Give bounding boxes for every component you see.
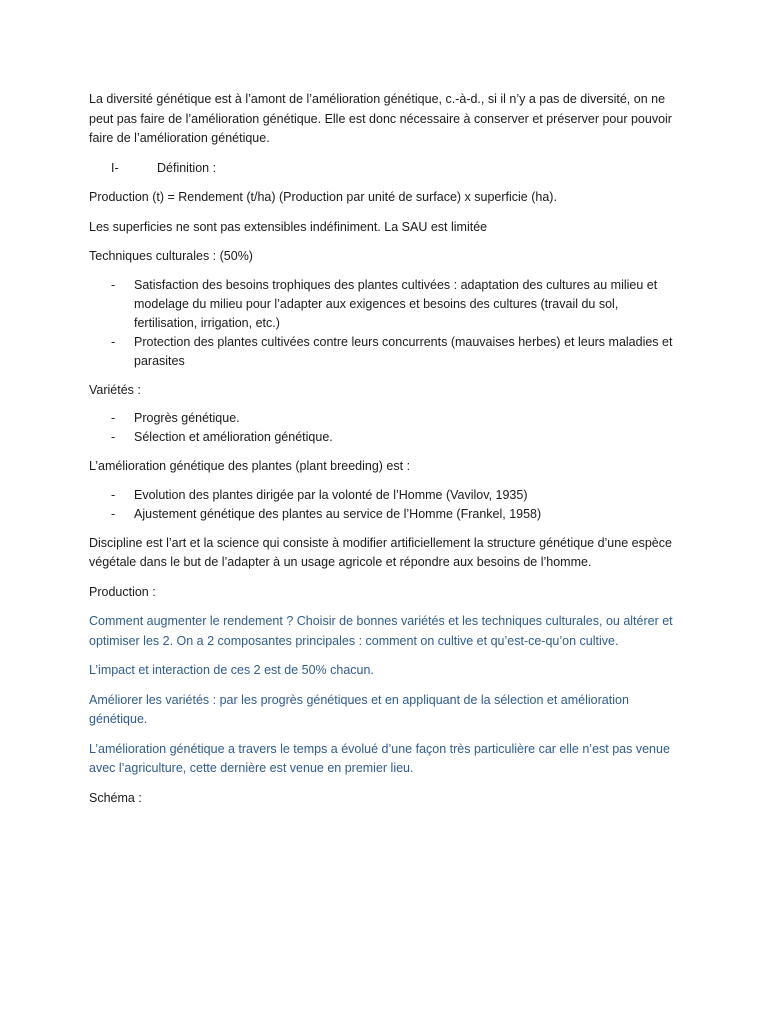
section-number: I- xyxy=(111,160,119,175)
section-heading xyxy=(89,159,681,179)
techniques-list xyxy=(89,276,681,371)
dash-bullet: - xyxy=(111,506,116,521)
dash-bullet: - xyxy=(111,277,116,292)
varietes-title: Variétés : xyxy=(89,382,141,397)
list-item xyxy=(89,428,681,447)
discipline-paragraph: Discipline est l’art et la science qui consiste à modifier artificiellement la structure génétique d’une espèce végétale dans le but de l’adapter à un usage agricole et répondre aux besoins de l’homme. xyxy=(89,535,672,569)
varietes-list xyxy=(89,409,681,447)
document-page xyxy=(89,90,681,808)
list-item-text: Sélection et amélioration génétique. xyxy=(134,430,333,444)
section-title: Définition : xyxy=(157,160,217,175)
note-paragraph: L’amélioration génétique a travers le temps a évolué d’une façon très particulière car elle n’est pas venue avec l’agriculture, cette dernière est venue en premier lieu. xyxy=(89,741,670,775)
techniques-title: Techniques culturales : (50%) xyxy=(89,249,253,263)
amelioration-list xyxy=(89,486,681,524)
list-item-text: Satisfaction des besoins trophiques des plantes cultivées : adaptation des cultures au milieu et modelage du milieu pour l’adapter aux exigences et besoins des cultures (travail du sol, fertilisation, irrigation, etc.) xyxy=(134,277,658,330)
list-item xyxy=(89,486,681,505)
note-paragraph: Améliorer les variétés : par les progrès génétiques et en appliquant de la sélection et amélioration génétique. xyxy=(89,692,629,726)
dash-bullet: - xyxy=(111,334,116,349)
list-item xyxy=(89,505,681,524)
list-item-text: Progrès génétique. xyxy=(134,411,240,425)
intro-paragraph: La diversité génétique est à l’amont de l’amélioration génétique, c.-à-d., si il n’y a pas de diversité, on ne peut pas faire de l’amélioration génétique. Elle est donc nécessaire à conserver et préserver pour pouvoir faire de l’amélioration génétique. xyxy=(89,92,672,145)
list-item-text: Ajustement génétique des plantes au service de l’Homme (Frankel, 1958) xyxy=(134,506,542,521)
list-item xyxy=(89,409,681,428)
dash-bullet: - xyxy=(111,411,116,425)
list-item-text: Evolution des plantes dirigée par la volonté de l’Homme (Vavilov, 1935) xyxy=(134,487,528,502)
list-item xyxy=(89,333,681,371)
dash-bullet: - xyxy=(111,487,116,502)
note-paragraph: Comment augmenter le rendement ? Choisir de bonnes variétés et les techniques culturales, ou altérer et optimiser les 2. On a 2 composantes principales : comment on cultive et qu’est-ce-qu’on cultive. xyxy=(89,614,673,648)
amelioration-title: L’amélioration génétique des plantes (plant breeding) est : xyxy=(89,459,411,473)
superficies-paragraph: Les superficies ne sont pas extensibles indéfiniment. La SAU est limitée xyxy=(89,219,488,234)
dash-bullet: - xyxy=(111,430,116,444)
list-item xyxy=(89,276,681,333)
list-item-text: Protection des plantes cultivées contre leurs concurrents (mauvaises herbes) et leurs maladies et parasites xyxy=(134,334,673,368)
note-paragraph: L’impact et interaction de ces 2 est de 50% chacun. xyxy=(89,663,374,677)
production-formula: Production (t) = Rendement (t/ha) (Production par unité de surface) x superficie (ha). xyxy=(89,190,557,204)
production-title: Production : xyxy=(89,584,156,599)
schema-title: Schéma : xyxy=(89,790,142,805)
